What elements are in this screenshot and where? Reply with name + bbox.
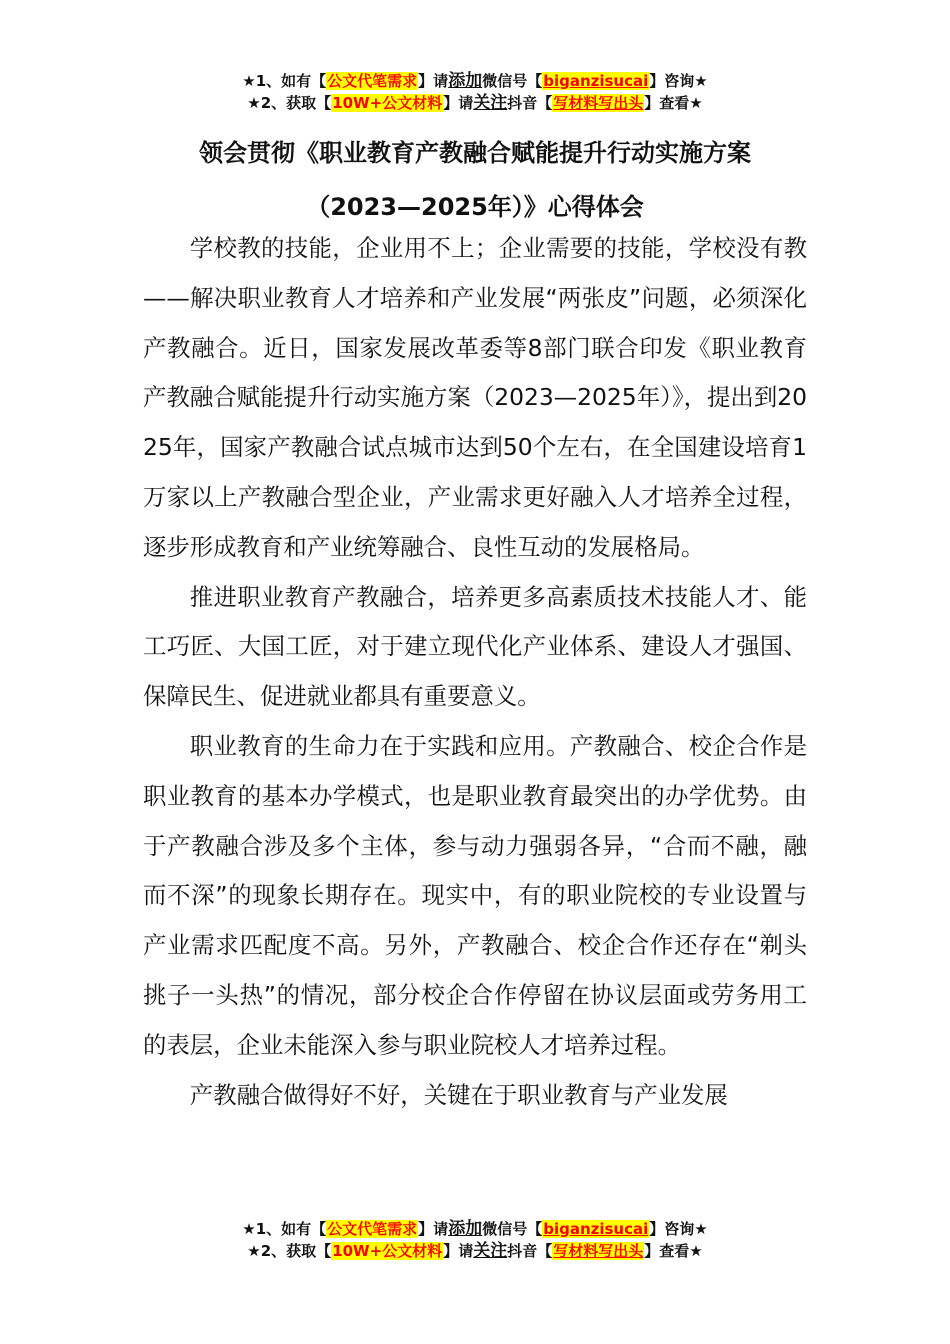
promo-line-2: ★2、获取【10W+公文材料】请关注抖音【写材料写出头】查看★ xyxy=(247,1241,703,1261)
promo-line-1: ★1、如有【公文代笔需求】请添加微信号【biganzisucai】咨询★ xyxy=(242,71,708,91)
promo-highlight-materials: 10W+公文材料 xyxy=(332,1242,443,1260)
title-line-2: （2023—2025年）》心得体会 xyxy=(306,193,644,221)
title-line-1: 领会贯彻《职业教育产教融合赋能提升行动实施方案 xyxy=(199,139,751,167)
promo-highlight-douyin: 写材料写出头 xyxy=(553,1242,644,1260)
promo-highlight-wechat-id: biganzisucai xyxy=(543,72,649,90)
promo-banner-bottom xyxy=(0,1218,950,1262)
paragraph: 职业教育的生命力在于实践和应用。产教融合、校企合作是职业教育的基本办学模式，也是职业教育最突出的办学优势。由于产教融合涉及多个主体，参与动力强弱各异，“合而不融，融而不深”的现象长期存在。现实中，有的职业院校的专业设置与产业需求匹配度不高。另外，产教融合、校企合作还存在“剃头挑子一头热”的情况，部分校企合作停留在协议层面或劳务用工的表层，企业未能深入参与职业院校人才培养过程。 xyxy=(143,731,807,1059)
paragraph: 产教融合做得好不好，关键在于职业教育与产业发展 xyxy=(189,1080,728,1109)
paragraph: 推进职业教育产教融合，培养更多高素质技术技能人才、能工巧匠、大国工匠，对于建立现代化产业体系、建设人才强国、保障民生、促进就业都具有重要意义。 xyxy=(143,582,807,711)
promo-line-1: ★1、如有【公文代笔需求】请添加微信号【biganzisucai】咨询★ xyxy=(242,1219,708,1239)
promo-banner-top xyxy=(0,70,950,114)
promo-line-2: ★2、获取【10W+公文材料】请关注抖音【写材料写出头】查看★ xyxy=(247,93,703,113)
promo-highlight-materials: 10W+公文材料 xyxy=(332,94,443,112)
document-title xyxy=(0,126,950,234)
promo-emphasis-follow: 关注 xyxy=(473,93,508,113)
promo-highlight-service: 公文代笔需求 xyxy=(327,72,418,90)
promo-emphasis-add: 添加 xyxy=(448,71,483,91)
document-body xyxy=(143,224,807,1120)
promo-emphasis-add: 添加 xyxy=(448,1219,483,1239)
promo-highlight-service: 公文代笔需求 xyxy=(327,1220,418,1238)
paragraph: 学校教的技能，企业用不上；企业需要的技能，学校没有教——解决职业教育人才培养和产业发展“两张皮”问题，必须深化产教融合。近日，国家发展改革委等8部门联合印发《职业教育产教融合赋能提升行动实施方案（2023—2025年）》，提出到2025年，国家产教融合试点城市达到50个左右，在全国建设培育1万家以上产教融合型企业，产业需求更好融入人才培养全过程，逐步形成教育和产业统筹融合、良性互动的发展格局。 xyxy=(143,234,807,561)
promo-highlight-wechat-id: biganzisucai xyxy=(543,1220,649,1238)
promo-highlight-douyin: 写材料写出头 xyxy=(553,94,644,112)
promo-emphasis-follow: 关注 xyxy=(473,1241,508,1261)
